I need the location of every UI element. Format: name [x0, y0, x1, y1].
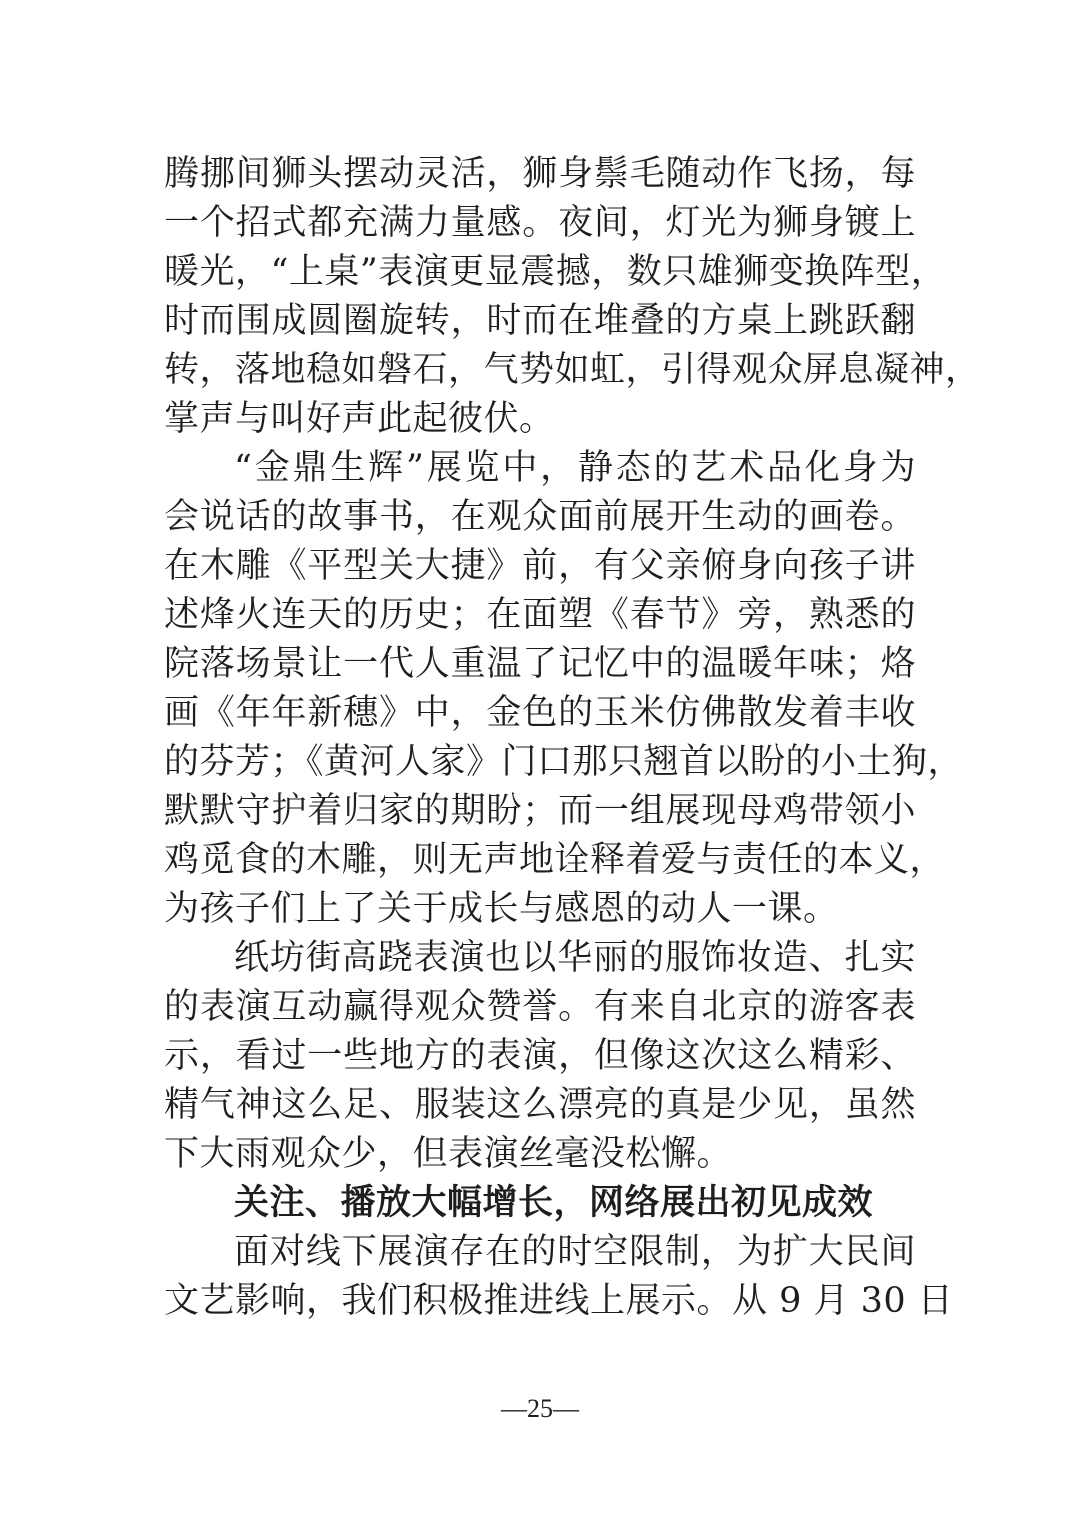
- section-heading: [164, 1179, 916, 1228]
- text-line: 文艺影响，我们积极推进线上展示。从 9 月 30 日: [164, 1281, 954, 1321]
- text-line: 下大雨观众少，但表演丝毫没松懈。: [164, 1134, 733, 1174]
- text-line: 的表演互动赢得观众赞誉。有来自北京的游客表: [164, 987, 916, 1027]
- text-line: “金鼎生辉”展览中，静态的艺术品化身为: [234, 448, 916, 488]
- text-line: 院落场景让一代人重温了记忆中的温暖年味；烙: [164, 644, 916, 684]
- text-line: 在木雕《平型关大捷》前，有父亲俯身向孩子讲: [164, 546, 916, 586]
- paragraph: [164, 150, 981, 444]
- text-line: 面对线下展演存在的时空限制，为扩大民间: [234, 1232, 916, 1272]
- paragraph: [164, 934, 916, 1179]
- text-line: 精气神这么足、服装这么漂亮的真是少见，虽然: [164, 1085, 916, 1125]
- paragraph: [164, 444, 964, 934]
- text-line: 为孩子们上了关于成长与感恩的动人一课。: [164, 889, 839, 929]
- text-line: 画《年年新穗》中，金色的玉米仿佛散发着丰收: [164, 693, 916, 733]
- text-line: 一个招式都充满力量感。夜间，灯光为狮身镀上: [164, 203, 916, 243]
- text-line: 鸡觅食的木雕，则无声地诠释着爱与责任的本义，: [164, 840, 946, 880]
- text-line: 默默守护着归家的期盼；而一组展现母鸡带领小: [164, 791, 916, 831]
- paragraph: [164, 1228, 954, 1326]
- text-line: 暖光，“上桌”表演更显震撼，数只雄狮变换阵型，: [164, 252, 947, 292]
- text-line: 转，落地稳如磐石，气势如虹，引得观众屏息凝神，: [164, 350, 981, 390]
- text-line: 时而围成圆圈旋转，时而在堆叠的方桌上跳跃翻: [164, 301, 916, 341]
- page-number: —25—: [501, 1394, 579, 1423]
- text-line: 的芬芳；《黄河人家》门口那只翘首以盼的小土狗，: [164, 742, 964, 782]
- text-line: 示，看过一些地方的表演，但像这次这么精彩、: [164, 1036, 916, 1076]
- text-line: 腾挪间狮头摆动灵活，狮身鬃毛随动作飞扬，每: [164, 154, 916, 194]
- text-line: 会说话的故事书，在观众面前展开生动的画卷。: [164, 497, 916, 537]
- body-text: [164, 150, 981, 1326]
- text-line: 述烽火连天的历史；在面塑《春节》旁，熟悉的: [164, 595, 916, 635]
- text-line: 掌声与叫好声此起彼伏。: [164, 399, 555, 439]
- text-line: 纸坊街高跷表演也以华丽的服饰妆造、扎实: [234, 938, 916, 978]
- text-line: 关注、播放大幅增长，网络展出初见成效: [234, 1183, 874, 1223]
